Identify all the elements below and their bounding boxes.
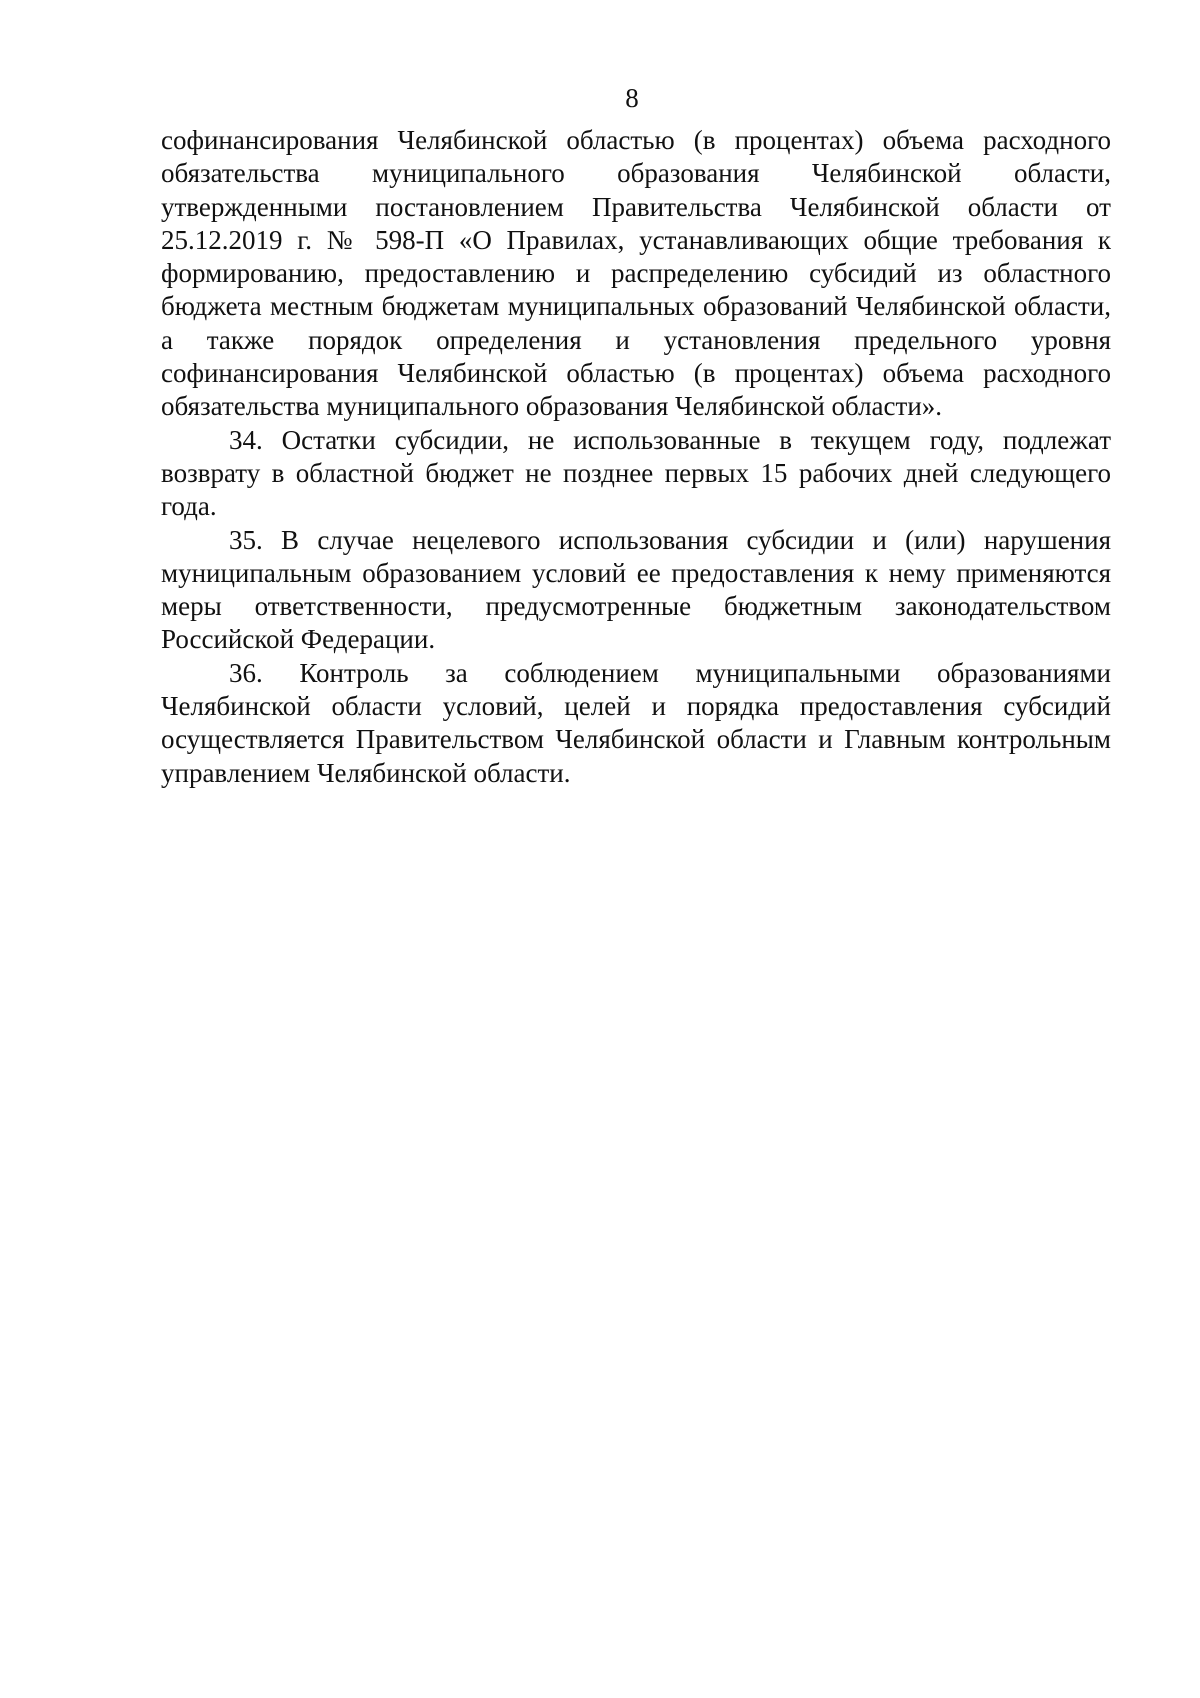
paragraph-34: 34. Остатки субсидии, не использованные в текущем году, подлежат возврату в областной бюджет не позднее первых 15 рабочих дней следующего года. [161, 424, 1111, 522]
paragraph-36: 36. Контроль за соблюдением муниципальными образованиями Челябинской области условий, целей и порядка предоставления субсидий осуществляется Правительством Челябинской области и Главным контрольным управлением Челябинской области. [161, 657, 1111, 788]
page-number: 8 [625, 83, 639, 113]
document-body [161, 124, 1111, 790]
paragraph-35: 35. В случае нецелевого использования субсидии и (или) нарушения муниципальным образованием условий ее предоставления к нему применяются меры ответственности, предусмотренные бюджетным законодательством Российской Федерации. [161, 524, 1111, 655]
paragraph-continuation: софинансирования Челябинской областью (в процентах) объема расходного обязательства муниципального образования Челябинской области, утвержденными постановлением Правительства Челябинской области от 25.12.2019 г. № 598-П «О Правилах, устанавливающих общие требования к формированию, предоставлению и распределению субсидий из областного бюджета местным бюджетам муниципальных образований Челябинской области, а также порядок определения и установления предельного уровня софинансирования Челябинской областью (в процентах) объема расходного обязательства муниципального образования Челябинской области». [161, 125, 1111, 422]
